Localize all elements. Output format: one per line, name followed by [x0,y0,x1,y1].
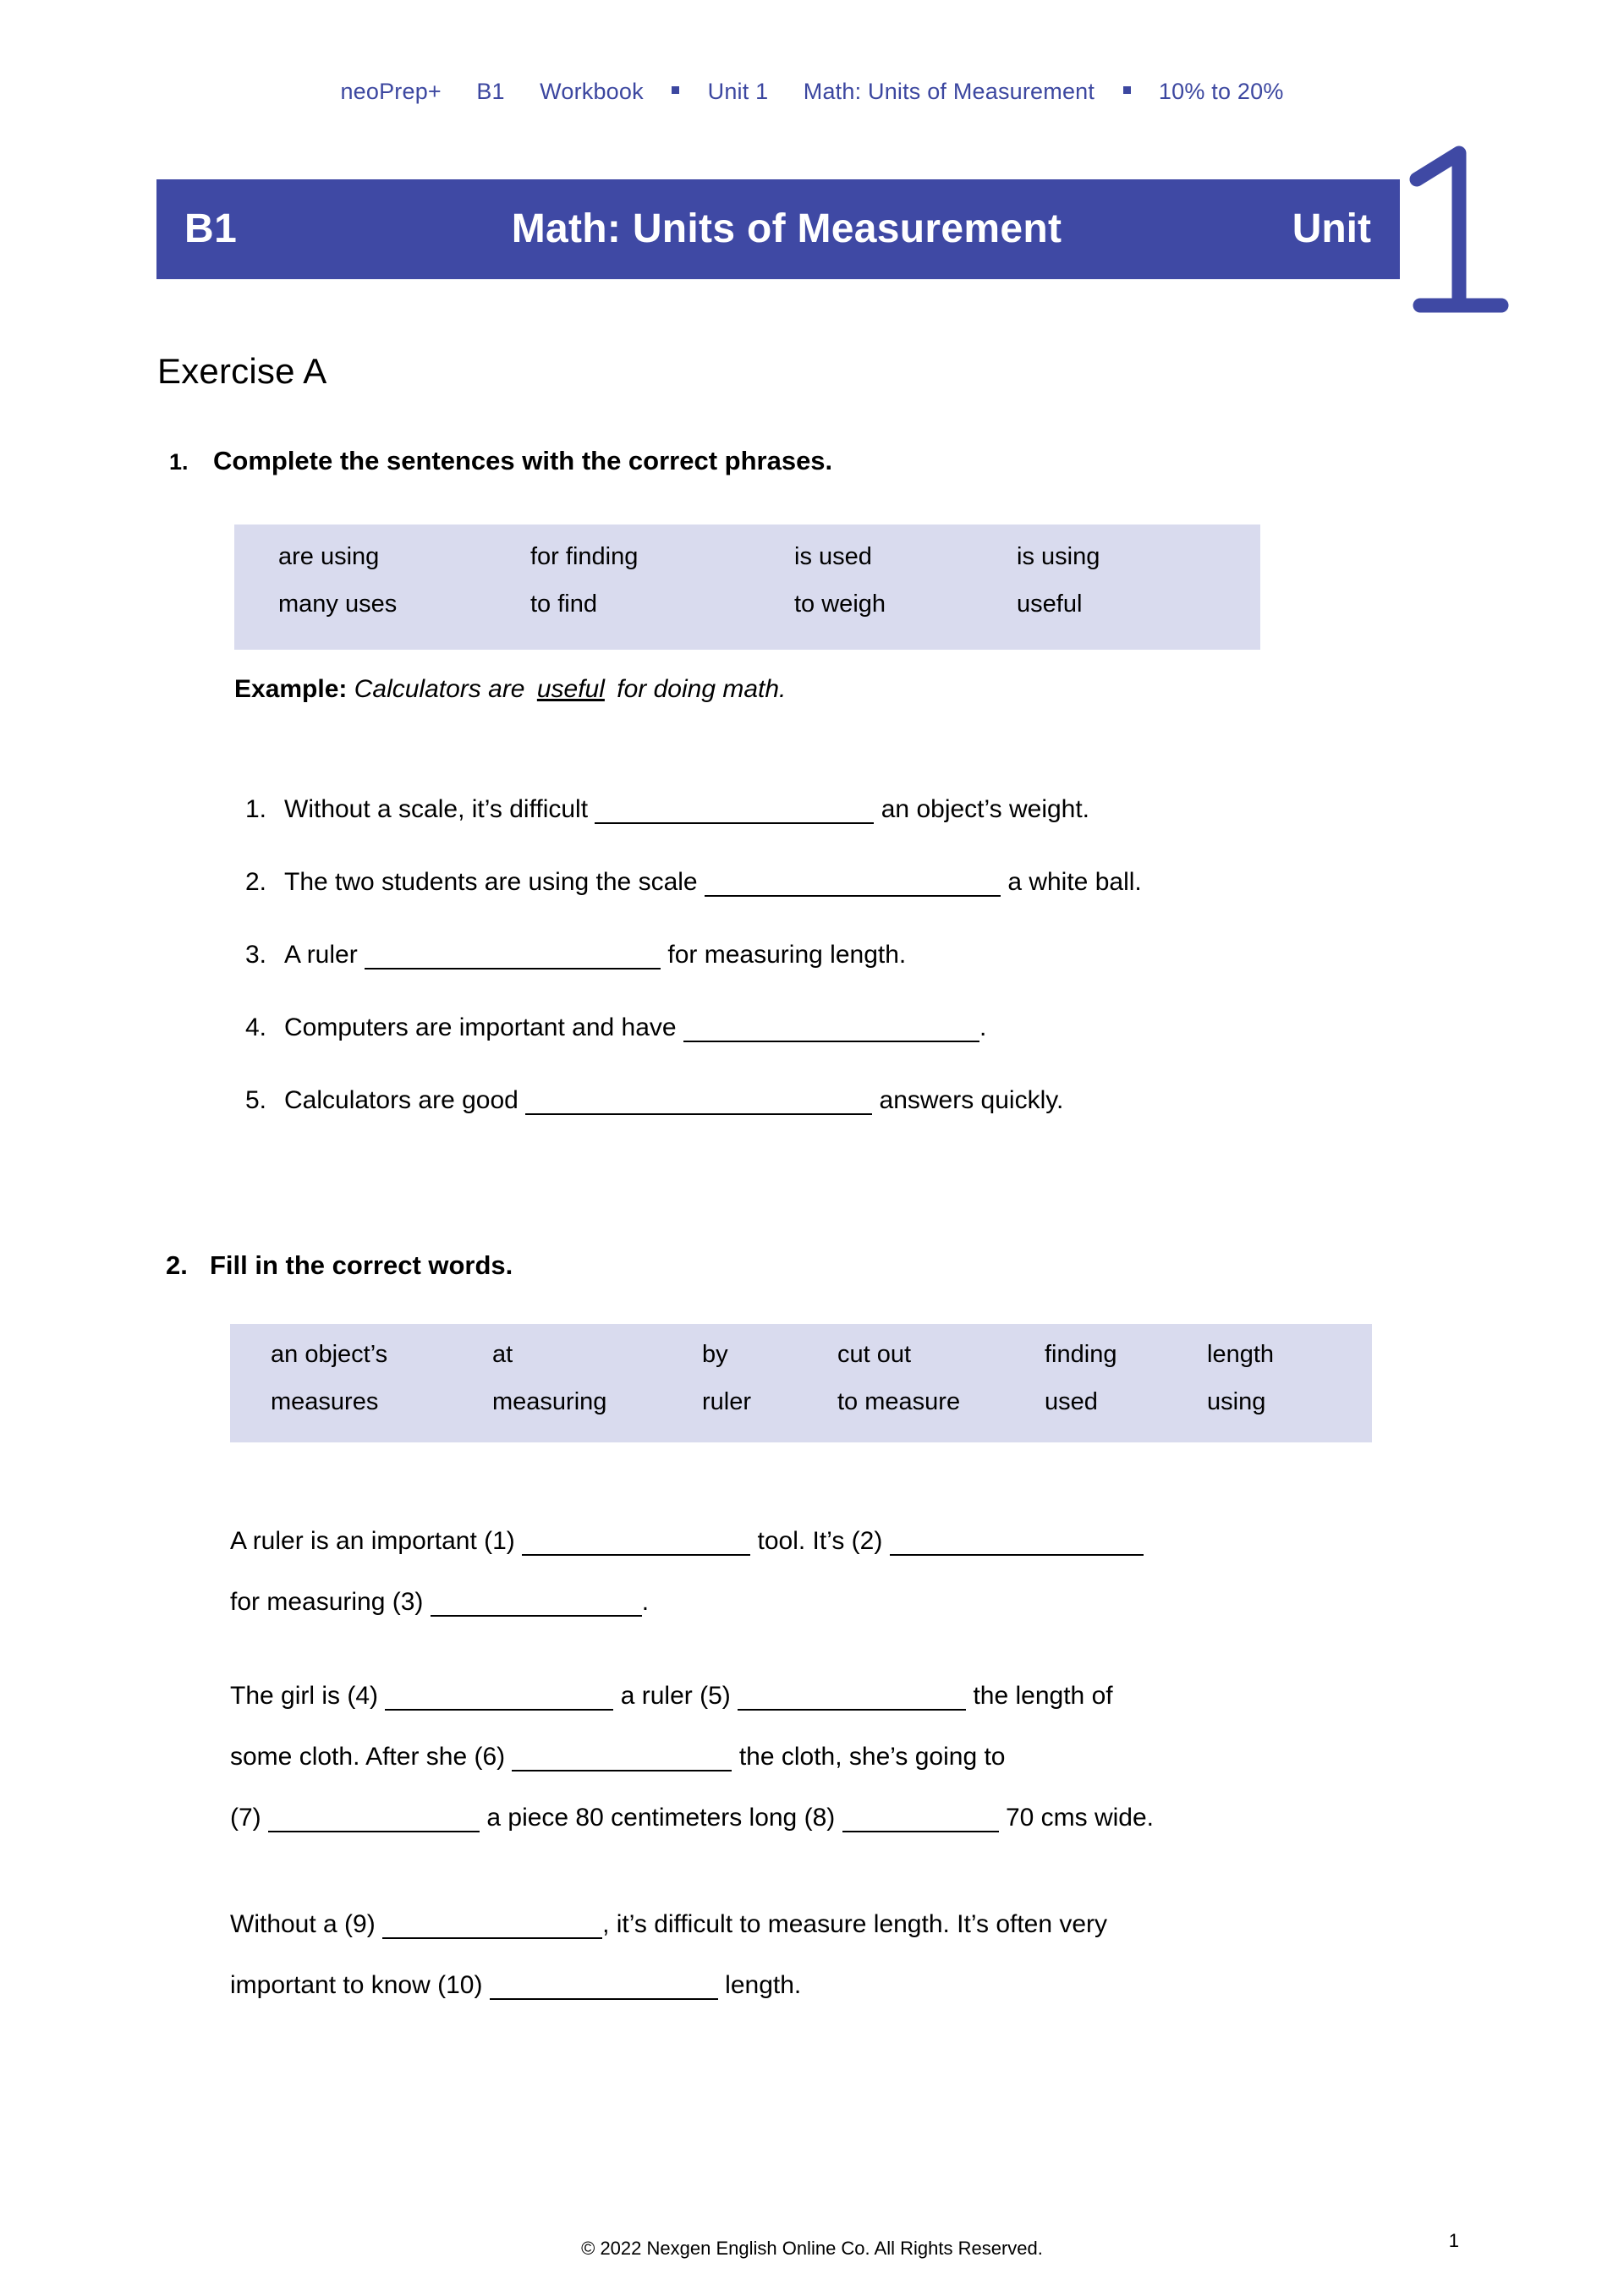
word-bank-word: to measure [837,1388,961,1415]
task-2-heading [166,1250,513,1281]
header-level: B1 [476,79,505,105]
question-number: 1. [245,795,267,823]
word-bank-word: to weigh [794,590,886,618]
answer-blank[interactable] [705,870,1001,897]
question-before: Calculators are good [284,1086,518,1114]
banner-unit-label: Unit [1292,206,1371,251]
word-bank-word: are using [278,543,380,570]
list-item [245,1013,1429,1086]
question-before: A ruler [284,941,358,969]
answer-blank[interactable] [268,1805,480,1832]
task-1-instruction: Complete the sentences with the correct phrases. [213,446,833,475]
cloze-line [230,1971,1414,2032]
word-bank-word: using [1207,1388,1266,1415]
word-bank-word: length [1207,1341,1275,1368]
word-bank-1 [234,525,1260,650]
answer-blank[interactable] [525,1088,872,1115]
list-item [245,795,1429,868]
word-bank-word: useful [1017,590,1083,618]
cloze-paragraph-2 [230,1682,1414,1865]
word-bank-word: an object’s [271,1341,388,1368]
answer-blank[interactable] [490,1973,718,2000]
word-bank-word: by [702,1341,728,1368]
question-after: an object’s weight. [881,795,1090,823]
question-text [284,1086,1063,1115]
list-item [245,1086,1429,1159]
running-header [0,78,1624,105]
task-1-question-list [245,795,1429,1159]
task-2-instruction: Fill in the correct words. [210,1250,513,1280]
cloze-text: tool. It’s (2) [757,1527,883,1555]
cloze-text: some cloth. After she (6) [230,1743,506,1771]
cloze-text: for measuring (3) [230,1588,424,1616]
answer-blank[interactable] [522,1529,750,1556]
banner-bar [156,179,1400,279]
cloze-text: (7) [230,1804,261,1832]
question-after: . [979,1013,987,1041]
answer-blank[interactable] [595,797,874,824]
question-before: Computers are important and have [284,1013,677,1041]
cloze-text: 70 cms wide. [1005,1804,1155,1832]
question-number: 4. [245,1013,267,1041]
word-bank-row [234,590,1260,638]
answer-blank[interactable] [382,1912,602,1939]
cloze-line [230,1527,1414,1588]
question-after: answers quickly. [879,1086,1064,1114]
cloze-line [230,1804,1414,1865]
square-bullet-icon [1123,86,1131,94]
example-label: Example: [234,675,348,703]
page-number: 1 [1448,2230,1459,2251]
answer-blank[interactable] [738,1684,966,1711]
question-text [284,1013,986,1042]
cloze-text: the cloth, she’s going to [738,1743,1006,1771]
answer-blank[interactable] [890,1529,1144,1556]
example-answer: useful [536,675,605,703]
question-text [284,868,1142,897]
word-bank-row [234,543,1260,590]
word-bank-word: at [492,1341,513,1368]
header-topic: Math: Units of Measurement [803,79,1095,105]
answer-blank[interactable] [512,1744,732,1771]
header-book: Workbook [540,79,644,105]
cloze-line [230,1910,1414,1971]
cloze-text: a piece 80 centimeters long (8) [486,1804,836,1832]
cloze-text: . [641,1588,650,1616]
title-banner [156,179,1544,281]
example-line [234,675,786,704]
cloze-line [230,1743,1414,1804]
cloze-text: A ruler is an important (1) [230,1527,515,1555]
answer-blank[interactable] [385,1684,613,1711]
cloze-text: The girl is (4) [230,1682,379,1710]
answer-blank[interactable] [842,1805,999,1832]
cloze-text: a ruler (5) [620,1682,731,1710]
question-number: 2. [245,868,267,896]
word-bank-word: for finding [530,543,639,570]
example-before: Calculators are [354,675,525,703]
cloze-text: the length of [973,1682,1113,1710]
question-before: The two students are using the scale [284,868,698,896]
answer-blank[interactable] [431,1590,642,1617]
word-bank-word: to find [530,590,597,618]
word-bank-2 [230,1324,1372,1442]
list-item [245,868,1429,941]
task-1-number: 1. [169,449,189,475]
word-bank-word: measuring [492,1388,607,1415]
question-after: a white ball. [1007,868,1142,896]
task-1-heading [169,446,832,476]
answer-blank[interactable] [365,942,661,969]
answer-blank[interactable] [683,1015,979,1042]
question-text [284,941,906,969]
word-bank-word: used [1045,1388,1098,1415]
word-bank-word: ruler [702,1388,752,1415]
banner-title: Math: Units of Measurement [511,206,1062,251]
word-bank-word: is using [1017,543,1100,570]
word-bank-word: measures [271,1388,379,1415]
header-progress: 10% to 20% [1158,79,1284,105]
task-2-number: 2. [166,1250,188,1280]
list-item [245,941,1429,1013]
banner-unit-number [1398,141,1533,319]
word-bank-word: cut out [837,1341,912,1368]
question-number: 5. [245,1086,267,1114]
word-bank-row [230,1341,1372,1388]
footer-copyright: © 2022 Nexgen English Online Co. All Rights Reserved. [581,2238,1043,2259]
question-before: Without a scale, it’s difficult [284,795,589,823]
question-number: 3. [245,941,267,969]
cloze-text: length. [725,1971,802,1999]
cloze-text: important to know (10) [230,1971,483,1999]
banner-level: B1 [184,206,238,251]
word-bank-word: many uses [278,590,398,618]
word-bank-row [230,1388,1372,1436]
question-after: for measuring length. [667,941,907,969]
cloze-text: , it’s difficult to measure length. It’s often very [602,1910,1108,1938]
cloze-line [230,1588,1414,1649]
cloze-paragraph-3 [230,1910,1414,2032]
cloze-paragraph-1 [230,1527,1414,1649]
page-title: Exercise A [157,351,327,391]
cloze-line [230,1682,1414,1743]
word-bank-word: is used [794,543,872,570]
example-after: for doing math. [617,675,787,703]
question-text [284,795,1089,824]
header-unit: Unit 1 [707,79,769,105]
square-bullet-icon [672,86,679,94]
cloze-text: Without a (9) [230,1910,376,1938]
word-bank-word: finding [1045,1341,1117,1368]
header-brand: neoPrep+ [340,79,442,105]
